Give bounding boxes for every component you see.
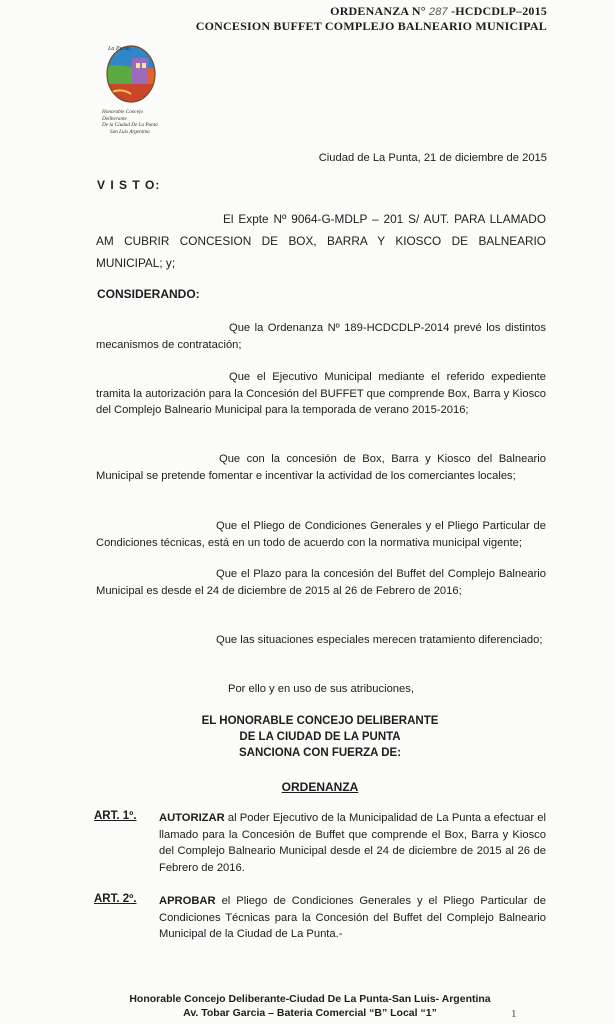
considerando-paragraph-4: Que el Pliego de Condiciones Generales y el Pliego Particular de Condiciones técnicas, está en un todo de acuerdo con la normativa municipal vigente;: [96, 520, 546, 549]
page-number: 1: [511, 1008, 517, 1020]
ordenanza-heading: ORDENANZA: [281, 780, 359, 794]
sanction-line-1: EL HONORABLE CONCEJO DELIBERANTE: [201, 715, 439, 727]
sanction-block: [160, 713, 480, 761]
ordinance-suffix: -HCDCDLP–2015: [451, 4, 547, 18]
article-2-label: ART. 2º.: [94, 893, 137, 905]
ordinance-title: [330, 4, 547, 19]
article-1-verb: AUTORIZAR: [159, 812, 225, 824]
footer-line-1: Honorable Concejo Deliberante-Ciudad De La Punta-San Luis- Argentina: [129, 993, 491, 1005]
considerando-paragraph-6: Que las situaciones especiales merecen tratamiento diferenciado;: [216, 634, 543, 646]
ordinance-number: 287: [428, 6, 448, 18]
footer: [60, 992, 560, 1020]
visto-heading: V I S T O:: [97, 178, 161, 192]
footer-line-2: Av. Tobar Garcia – Bateria Comercial “B” Local “1”: [183, 1007, 437, 1019]
council-emblem-icon: [98, 32, 168, 104]
considerando-paragraph-3: Que con la concesión de Box, Barra y Kiosco del Balneario Municipal se pretende fomentar e incentivar la actividad de los comerciantes locales;: [96, 453, 546, 482]
considerando-paragraph-1: Que la Ordenanza Nº 189-HCDCDLP-2014 prevé los distintos mecanismos de contratación;: [96, 322, 546, 351]
logo-caption: Honorable Concejo Deliberante De la Ciudad De La Punta San Luis Argentina: [102, 109, 158, 135]
date-line: Ciudad de La Punta, 21 de diciembre de 2015: [318, 152, 547, 164]
article-1-label: ART. 1º.: [94, 810, 137, 822]
sanction-line-3: SANCIONA CON FUERZA DE:: [238, 747, 402, 759]
article-2: [94, 893, 546, 943]
article-1-text: al Poder Ejecutivo de la Municipalidad de La Punta a efectuar el llamado para la Concesión de Buffet que comprende el Box, Barra y Kiosco del Complejo Balneario Municipal desde el 24 de diciembre de 2015 al 26 de Febrero de 2016.: [159, 812, 547, 874]
article-1: [94, 810, 546, 876]
article-2-verb: APROBAR: [159, 895, 216, 907]
council-logo: [98, 32, 168, 138]
considerando-paragraph-2: Que el Ejecutivo Municipal mediante el referido expediente tramita la autorización para la Concesión del BUFFET que comprende Box, Barra y Kiosco del Complejo Balneario Municipal para la temporada de verano 2015-2016;: [96, 371, 546, 416]
ordinance-prefix: ORDENANZA N°: [330, 4, 426, 18]
considerando-paragraph-5: Que el Plazo para la concesión del Buffet del Complejo Balneario Municipal es desde el 24 de diciembre de 2015 al 26 de Febrero de 2016;: [96, 568, 546, 597]
considerando-closing: Por ello y en uso de sus atribuciones,: [228, 683, 414, 695]
considerando-heading: CONSIDERANDO:: [97, 287, 200, 301]
article-1-body: [159, 810, 546, 876]
ordinance-subject: CONCESION BUFFET COMPLEJO BALNEARIO MUNICIPAL: [195, 19, 547, 33]
article-2-text: el Pliego de Condiciones Generales y el Pliego Particular de Condiciones Técnicas para la Concesión del Buffet del Complejo Balneario Municipal de la Ciudad de La Punta.-: [159, 895, 547, 940]
svg-text:La Punta: La Punta: [108, 46, 131, 52]
sanction-line-2: DE LA CIUDAD DE LA PUNTA: [239, 731, 401, 743]
visto-text: El Expte Nº 9064-G-MDLP – 201 S/ AUT. PARA LLAMADO AM CUBRIR CONCESION DE BOX, BARRA Y KIOSCO DE BALNEARIO MUNICIPAL; y;: [96, 212, 546, 270]
article-2-body: [159, 893, 546, 943]
